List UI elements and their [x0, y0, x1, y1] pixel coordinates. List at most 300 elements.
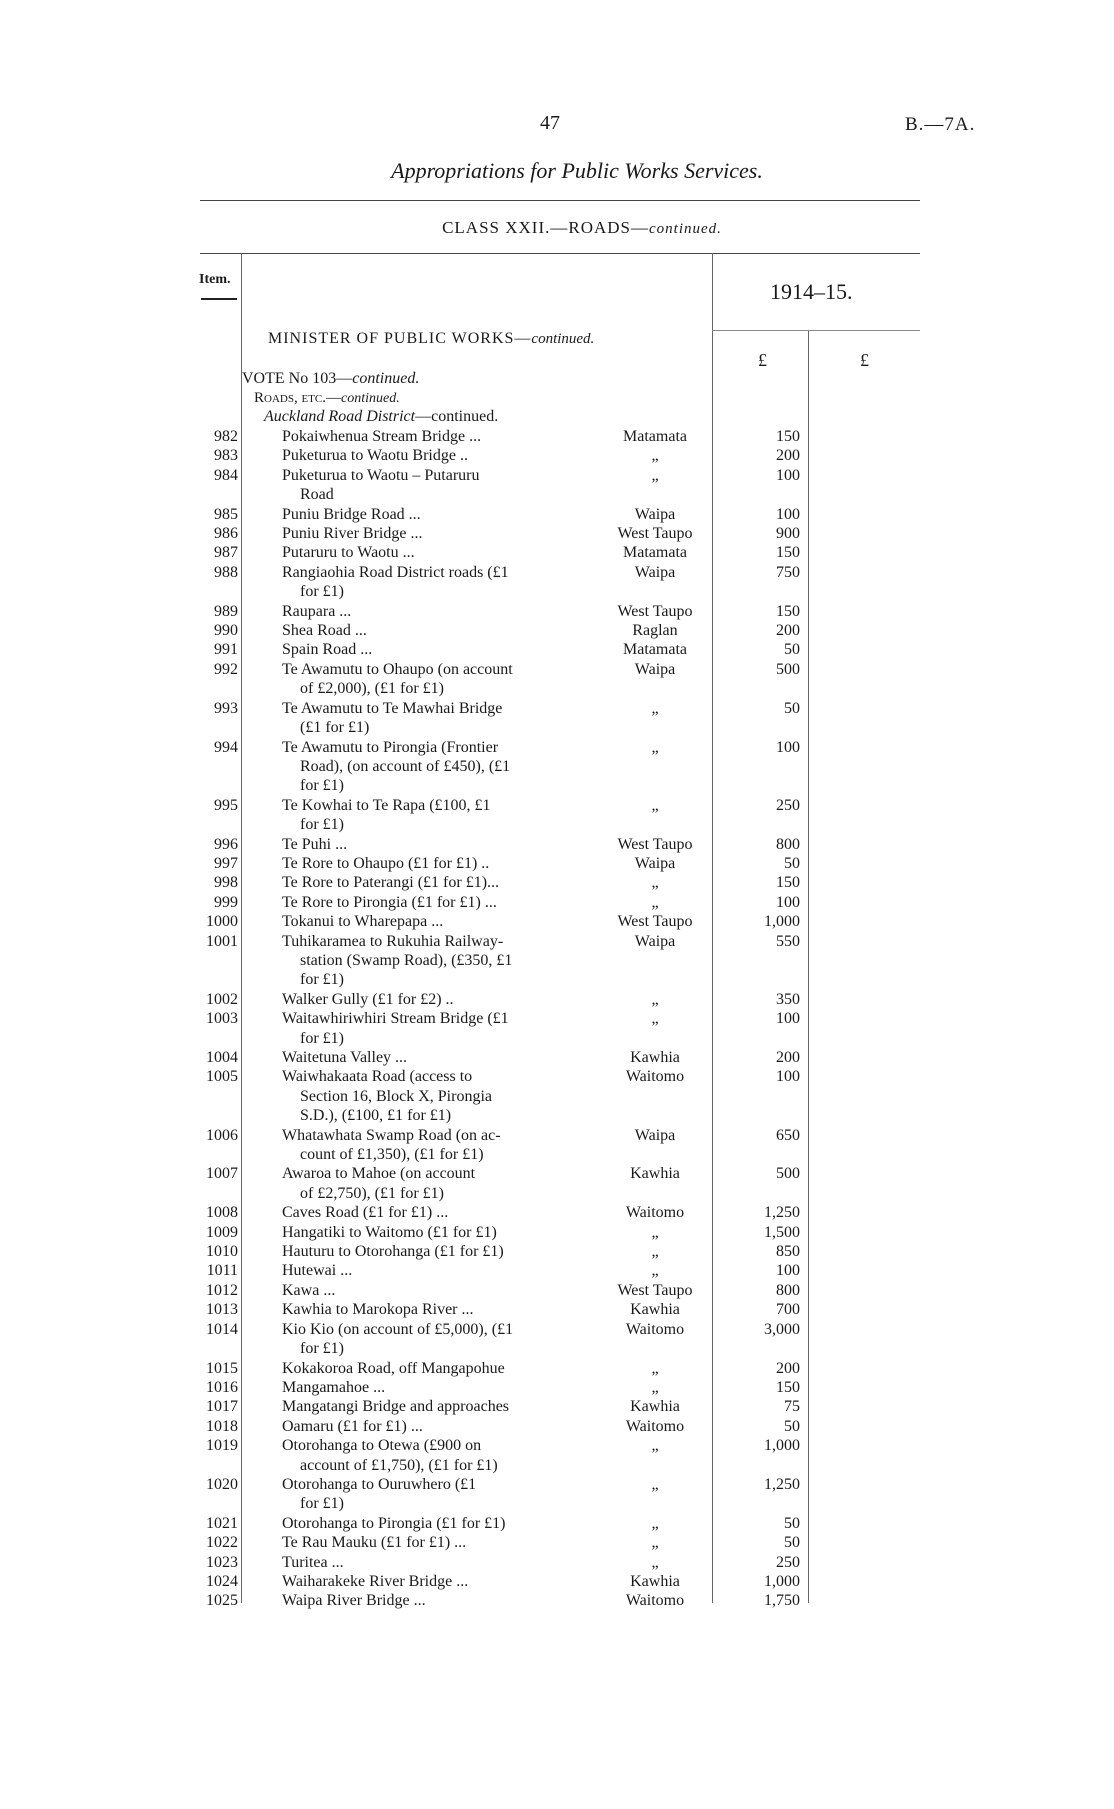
electoral-district: Waitomo [625, 1204, 685, 1222]
table-row [0, 602, 1114, 621]
description-line: Shea Road ... [282, 622, 367, 640]
item-description [282, 1067, 577, 1125]
item-description [282, 1009, 577, 1048]
item-description [282, 1397, 577, 1416]
item-description [282, 466, 577, 505]
electoral-district: „ [651, 1359, 659, 1377]
description-line: of £2,000), (£1 for £1) [300, 680, 444, 698]
description-line: Hangatiki to Waitomo (£1 for £1) [282, 1223, 497, 1241]
item-number: 1016 [206, 1378, 238, 1396]
amount: 100 [776, 893, 800, 911]
description-line: Te Kowhai to Te Rapa (£100, £1 [282, 796, 491, 814]
item-description [282, 427, 577, 446]
amount: 50 [784, 854, 800, 872]
description-line: for £1) [300, 816, 344, 834]
description-line: for £1) [300, 1029, 344, 1047]
item-description [282, 990, 577, 1009]
electoral-district: Waitomo [625, 1592, 685, 1610]
item-description [282, 699, 577, 738]
electoral-district: Kawhia [630, 1049, 680, 1066]
page-title: Appropriations for Public Works Services. [391, 158, 763, 183]
roads-heading [254, 390, 400, 407]
amount: 50 [784, 641, 800, 659]
description-line: Te Awamutu to Ohaupo (on account [282, 660, 513, 678]
description-line: Rangiaohia Road District roads (£1 [282, 563, 509, 581]
item-description [282, 1164, 577, 1203]
table-row [0, 1067, 1114, 1125]
table-top-rule [200, 253, 920, 254]
amount: 650 [776, 1126, 800, 1144]
currency-header-2: £ [860, 350, 869, 370]
item-description [282, 1572, 577, 1591]
item-number: 983 [214, 447, 238, 465]
table-row [0, 1126, 1114, 1165]
amount: 100 [776, 505, 800, 523]
description-line: Te Rore to Paterangi (£1 for £1)... [282, 874, 500, 892]
item-header-underline [201, 298, 237, 300]
item-number: 987 [214, 544, 238, 562]
electoral-district: Matamata [623, 428, 687, 445]
item-description [282, 893, 577, 912]
description-line: station (Swamp Road), (£350, £1 [300, 951, 513, 969]
electoral-district: „ [651, 990, 659, 1008]
item-description [282, 563, 577, 602]
amount: 200 [776, 622, 800, 640]
description-line: Waitawhiriwhiri Stream Bridge (£1 [282, 1010, 509, 1028]
item-number: 994 [214, 738, 238, 756]
table-row [0, 1242, 1114, 1261]
electoral-district: „ [651, 1223, 659, 1241]
amount: 750 [776, 563, 800, 581]
item-number: 1001 [206, 932, 238, 950]
item-description [282, 1475, 577, 1514]
amount: 150 [776, 428, 800, 445]
description-line: of £2,750), (£1 for £1) [300, 1184, 444, 1202]
description-line: for £1) [300, 583, 344, 601]
item-description [282, 1533, 577, 1552]
item-number: 997 [214, 854, 238, 872]
amount: 50 [784, 1417, 800, 1435]
description-line: Mangamahoe ... [282, 1378, 386, 1396]
vote-heading [242, 370, 419, 388]
electoral-district: Waipa [634, 1126, 676, 1144]
vote-italic: continued. [352, 370, 420, 387]
district-italic: Auckland Road District [264, 408, 416, 425]
item-number: 1021 [206, 1514, 238, 1532]
electoral-district: Waitomo [625, 1417, 685, 1435]
item-number: 998 [214, 874, 238, 892]
item-number: 1004 [206, 1049, 238, 1066]
electoral-district: Matamata [623, 544, 687, 562]
table-row [0, 1261, 1114, 1280]
item-description [282, 796, 577, 835]
description-line: (£1 for £1) [300, 719, 370, 737]
description-line: Waiwhakaata Road (access to [282, 1068, 473, 1086]
amount: 900 [776, 525, 800, 543]
table-row [0, 912, 1114, 931]
item-number: 1015 [206, 1359, 238, 1377]
electoral-district: Matamata [623, 641, 687, 659]
table-row [0, 640, 1114, 659]
electoral-district: „ [651, 466, 659, 484]
electoral-district: Waipa [634, 660, 676, 678]
description-line: Walker Gully (£1 for £2) .. [282, 990, 454, 1008]
description-line: Puketurua to Waotu Bridge .. [282, 447, 468, 465]
description-line: Puniu River Bridge ... [282, 525, 423, 543]
item-description [282, 543, 577, 562]
description-line: Tokanui to Wharepapa ... [282, 913, 444, 931]
item-number: 982 [214, 428, 238, 445]
item-description [282, 1320, 577, 1359]
table-row [0, 1397, 1114, 1416]
item-number: 1002 [206, 990, 238, 1008]
amount: 150 [776, 874, 800, 892]
item-description [282, 640, 577, 659]
amount: 100 [776, 738, 800, 756]
table-row [0, 873, 1114, 892]
minister-text: MINISTER OF PUBLIC WORKS— [268, 330, 532, 347]
amount: 200 [776, 1359, 800, 1377]
item-description [282, 1261, 577, 1280]
description-line: Te Puhi ... [282, 835, 348, 853]
item-description [282, 1048, 577, 1067]
description-line: Pokaiwhenua Stream Bridge ... [282, 428, 482, 445]
vote-text: VOTE No 103— [242, 370, 353, 387]
electoral-district: West Taupo [617, 602, 693, 620]
amount: 250 [776, 1553, 800, 1571]
description-line: Putaruru to Waotu ... [282, 544, 415, 562]
appropriations-table-body [0, 427, 1114, 1611]
electoral-district: Waitomo [625, 1068, 685, 1086]
table-row [0, 660, 1114, 699]
description-line: Puniu Bridge Road ... [282, 505, 421, 523]
table-row [0, 543, 1114, 562]
description-line: Otorohanga to Pirongia (£1 for £1) [282, 1514, 506, 1532]
item-description [282, 854, 577, 873]
table-row [0, 796, 1114, 835]
amount: 500 [776, 660, 800, 678]
description-line: Otorohanga to Otewa (£900 on [282, 1437, 482, 1455]
item-description [282, 1417, 577, 1436]
item-description [282, 912, 577, 931]
electoral-district: West Taupo [617, 835, 693, 853]
item-number: 1012 [206, 1281, 238, 1299]
item-description [282, 932, 577, 990]
electoral-district: „ [651, 796, 659, 814]
item-number: 1014 [206, 1320, 238, 1338]
item-number: 1017 [206, 1398, 238, 1416]
amount: 550 [776, 932, 800, 950]
description-line: Kawa ... [282, 1281, 336, 1299]
description-line: Kokakoroa Road, off Mangapohue [282, 1359, 505, 1377]
item-number: 1022 [206, 1534, 238, 1552]
description-line: Te Awamutu to Pirongia (Frontier [282, 738, 499, 756]
amount: 1,000 [764, 913, 800, 931]
description-line: Te Rore to Ohaupo (£1 for £1) .. [282, 854, 490, 872]
amount: 250 [776, 796, 800, 814]
description-line: Spain Road ... [282, 641, 373, 659]
class-heading-italic: continued. [649, 221, 722, 237]
item-number: 1025 [206, 1592, 238, 1610]
item-description [282, 1126, 577, 1165]
class-heading [0, 218, 1114, 238]
description-line: for £1) [300, 777, 344, 795]
amount: 100 [776, 1262, 800, 1280]
year-rule [712, 330, 920, 331]
item-number: 989 [214, 602, 238, 620]
item-number: 1007 [206, 1165, 238, 1183]
table-row [0, 1203, 1114, 1222]
table-row [0, 1417, 1114, 1436]
description-line: count of £1,350), (£1 for £1) [300, 1146, 484, 1164]
item-description [282, 621, 577, 640]
description-line: Otorohanga to Ouruwhero (£1 [282, 1475, 477, 1493]
item-number: 995 [214, 796, 238, 814]
electoral-district: „ [651, 1378, 659, 1396]
table-row [0, 835, 1114, 854]
electoral-district: „ [651, 1010, 659, 1028]
amount: 100 [776, 1068, 800, 1086]
amount: 200 [776, 1049, 800, 1066]
electoral-district: „ [651, 1243, 659, 1261]
item-description [282, 1514, 577, 1533]
class-heading-text: CLASS XXII.—ROADS— [442, 218, 649, 237]
item-description [282, 1553, 577, 1572]
description-line: Road [300, 486, 334, 504]
electoral-district: West Taupo [617, 913, 693, 931]
item-number: 1018 [206, 1417, 238, 1435]
electoral-district: „ [651, 893, 659, 911]
district-heading [264, 408, 498, 426]
description-line: Te Awamutu to Te Mawhai Bridge [282, 699, 503, 717]
description-line: Awaroa to Mahoe (on account [282, 1165, 476, 1183]
electoral-district: „ [651, 738, 659, 756]
table-row [0, 738, 1114, 796]
description-line: for £1) [300, 1340, 344, 1358]
item-number: 999 [214, 893, 238, 911]
description-line: Road), (on account of £450), (£1 [300, 757, 511, 775]
table-row [0, 1553, 1114, 1572]
item-description [282, 1300, 577, 1319]
item-description [282, 873, 577, 892]
item-description [282, 1591, 577, 1610]
page-number: 47 [540, 112, 560, 134]
electoral-district: Waipa [634, 505, 676, 523]
table-row [0, 1009, 1114, 1048]
description-line: Waitetuna Valley ... [282, 1049, 408, 1066]
description-line: Te Rore to Pirongia (£1 for £1) ... [282, 893, 497, 911]
table-row [0, 466, 1114, 505]
item-description [282, 602, 577, 621]
amount: 500 [776, 1165, 800, 1183]
table-row [0, 1378, 1114, 1397]
amount: 3,000 [764, 1320, 800, 1338]
table-row [0, 1514, 1114, 1533]
title-rule [200, 200, 920, 201]
amount: 75 [784, 1398, 800, 1416]
item-number: 1019 [206, 1437, 238, 1455]
table-row [0, 524, 1114, 543]
table-row [0, 1223, 1114, 1242]
item-number: 1024 [206, 1572, 238, 1590]
item-description [282, 524, 577, 543]
electoral-district: „ [651, 699, 659, 717]
amount: 1,000 [764, 1437, 800, 1455]
amount: 150 [776, 1378, 800, 1396]
item-number: 1008 [206, 1204, 238, 1222]
electoral-district: „ [651, 1262, 659, 1280]
amount: 1,000 [764, 1572, 800, 1590]
document-code: B.—7A. [905, 114, 976, 135]
electoral-district: Raglan [632, 622, 678, 640]
item-description [282, 505, 577, 524]
table-row [0, 505, 1114, 524]
item-number: 990 [214, 622, 238, 640]
description-line: Kawhia to Marokopa River ... [282, 1301, 474, 1319]
table-row [0, 563, 1114, 602]
description-line: Tuhikaramea to Rukuhia Railway- [282, 932, 504, 950]
item-number: 1013 [206, 1301, 238, 1319]
electoral-district: „ [651, 1553, 659, 1571]
item-number: 1005 [206, 1068, 238, 1086]
item-number: 1020 [206, 1475, 238, 1493]
table-row [0, 932, 1114, 990]
item-number: 992 [214, 660, 238, 678]
item-number: 1023 [206, 1553, 238, 1571]
description-line: for £1) [300, 1495, 344, 1513]
table-row [0, 1436, 1114, 1475]
item-number: 1000 [206, 913, 238, 931]
item-description [282, 835, 577, 854]
item-number: 1010 [206, 1243, 238, 1261]
roads-italic: continued. [340, 391, 400, 406]
description-line: Hutewai ... [282, 1262, 353, 1280]
amount: 200 [776, 447, 800, 465]
item-number: 988 [214, 563, 238, 581]
table-row [0, 699, 1114, 738]
electoral-district: Waitomo [625, 1320, 685, 1338]
description-line: S.D.), (£100, £1 for £1) [300, 1107, 452, 1125]
amount: 350 [776, 990, 800, 1008]
description-line: Raupara ... [282, 602, 352, 620]
description-line: Whatawhata Swamp Road (on ac- [282, 1126, 501, 1144]
item-number: 1011 [206, 1262, 238, 1280]
roads-text: Roads, etc.— [254, 390, 341, 406]
table-row [0, 1048, 1114, 1067]
electoral-district: Waipa [634, 854, 676, 872]
description-line: Caves Road (£1 for £1) ... [282, 1204, 449, 1222]
electoral-district: „ [651, 874, 659, 892]
item-description [282, 660, 577, 699]
table-row [0, 893, 1114, 912]
item-column-header: Item. [199, 272, 231, 287]
table-row [0, 1164, 1114, 1203]
electoral-district: Kawhia [630, 1398, 680, 1416]
amount: 700 [776, 1301, 800, 1319]
item-description [282, 1223, 577, 1242]
amount: 100 [776, 466, 800, 484]
item-number: 985 [214, 505, 238, 523]
description-line: Hauturu to Otorohanga (£1 for £1) [282, 1243, 504, 1261]
item-description [282, 446, 577, 465]
item-number: 1006 [206, 1126, 238, 1144]
description-line: account of £1,750), (£1 for £1) [300, 1456, 498, 1474]
electoral-district: Waipa [634, 932, 676, 950]
amount: 1,250 [764, 1204, 800, 1222]
table-row [0, 1533, 1114, 1552]
table-row [0, 1320, 1114, 1359]
minister-italic: continued. [531, 331, 595, 347]
amount: 50 [784, 1514, 800, 1532]
table-row [0, 1281, 1114, 1300]
year-header: 1914–15. [770, 279, 853, 304]
amount: 150 [776, 544, 800, 562]
description-line: Waiharakeke River Bridge ... [282, 1572, 469, 1590]
electoral-district: West Taupo [617, 525, 693, 543]
item-number: 984 [214, 466, 238, 484]
description-line: Oamaru (£1 for £1) ... [282, 1417, 423, 1435]
item-description [282, 1242, 577, 1261]
table-row [0, 427, 1114, 446]
electoral-district: West Taupo [617, 1281, 693, 1299]
table-row [0, 1475, 1114, 1514]
item-number: 1009 [206, 1223, 238, 1241]
amount: 800 [776, 835, 800, 853]
electoral-district: „ [651, 447, 659, 465]
electoral-district: „ [651, 1475, 659, 1493]
table-row [0, 621, 1114, 640]
amount: 1,250 [764, 1475, 800, 1493]
description-line: Turitea ... [282, 1553, 344, 1571]
electoral-district: „ [651, 1437, 659, 1455]
description-line: Kio Kio (on account of £5,000), (£1 [282, 1320, 514, 1338]
electoral-district: Kawhia [630, 1572, 680, 1590]
amount: 800 [776, 1281, 800, 1299]
electoral-district: Kawhia [630, 1165, 680, 1183]
item-description [282, 1378, 577, 1397]
item-number: 996 [214, 835, 238, 853]
description-line: Waipa River Bridge ... [282, 1592, 426, 1610]
item-number: 991 [214, 641, 238, 659]
item-description [282, 1359, 577, 1378]
minister-heading [268, 330, 594, 348]
amount: 1,750 [764, 1592, 800, 1610]
item-number: 986 [214, 525, 238, 543]
table-row [0, 1572, 1114, 1591]
table-row [0, 1300, 1114, 1319]
amount: 150 [776, 602, 800, 620]
amount: 1,500 [764, 1223, 800, 1241]
item-number: 993 [214, 699, 238, 717]
amount: 50 [784, 699, 800, 717]
item-description [282, 1203, 577, 1222]
description-line: Te Rau Mauku (£1 for £1) ... [282, 1534, 467, 1552]
description-line: Puketurua to Waotu – Putaruru [282, 466, 480, 484]
description-line: for £1) [300, 971, 344, 989]
electoral-district: „ [651, 1514, 659, 1532]
electoral-district: „ [651, 1534, 659, 1552]
electoral-district: Kawhia [630, 1301, 680, 1319]
item-description [282, 1281, 577, 1300]
amount: 100 [776, 1010, 800, 1028]
district-suffix: —continued. [415, 408, 499, 425]
item-number: 1003 [206, 1010, 238, 1028]
amount: 50 [784, 1534, 800, 1552]
item-description [282, 1436, 577, 1475]
amount: 850 [776, 1243, 800, 1261]
table-row [0, 854, 1114, 873]
table-row [0, 1359, 1114, 1378]
